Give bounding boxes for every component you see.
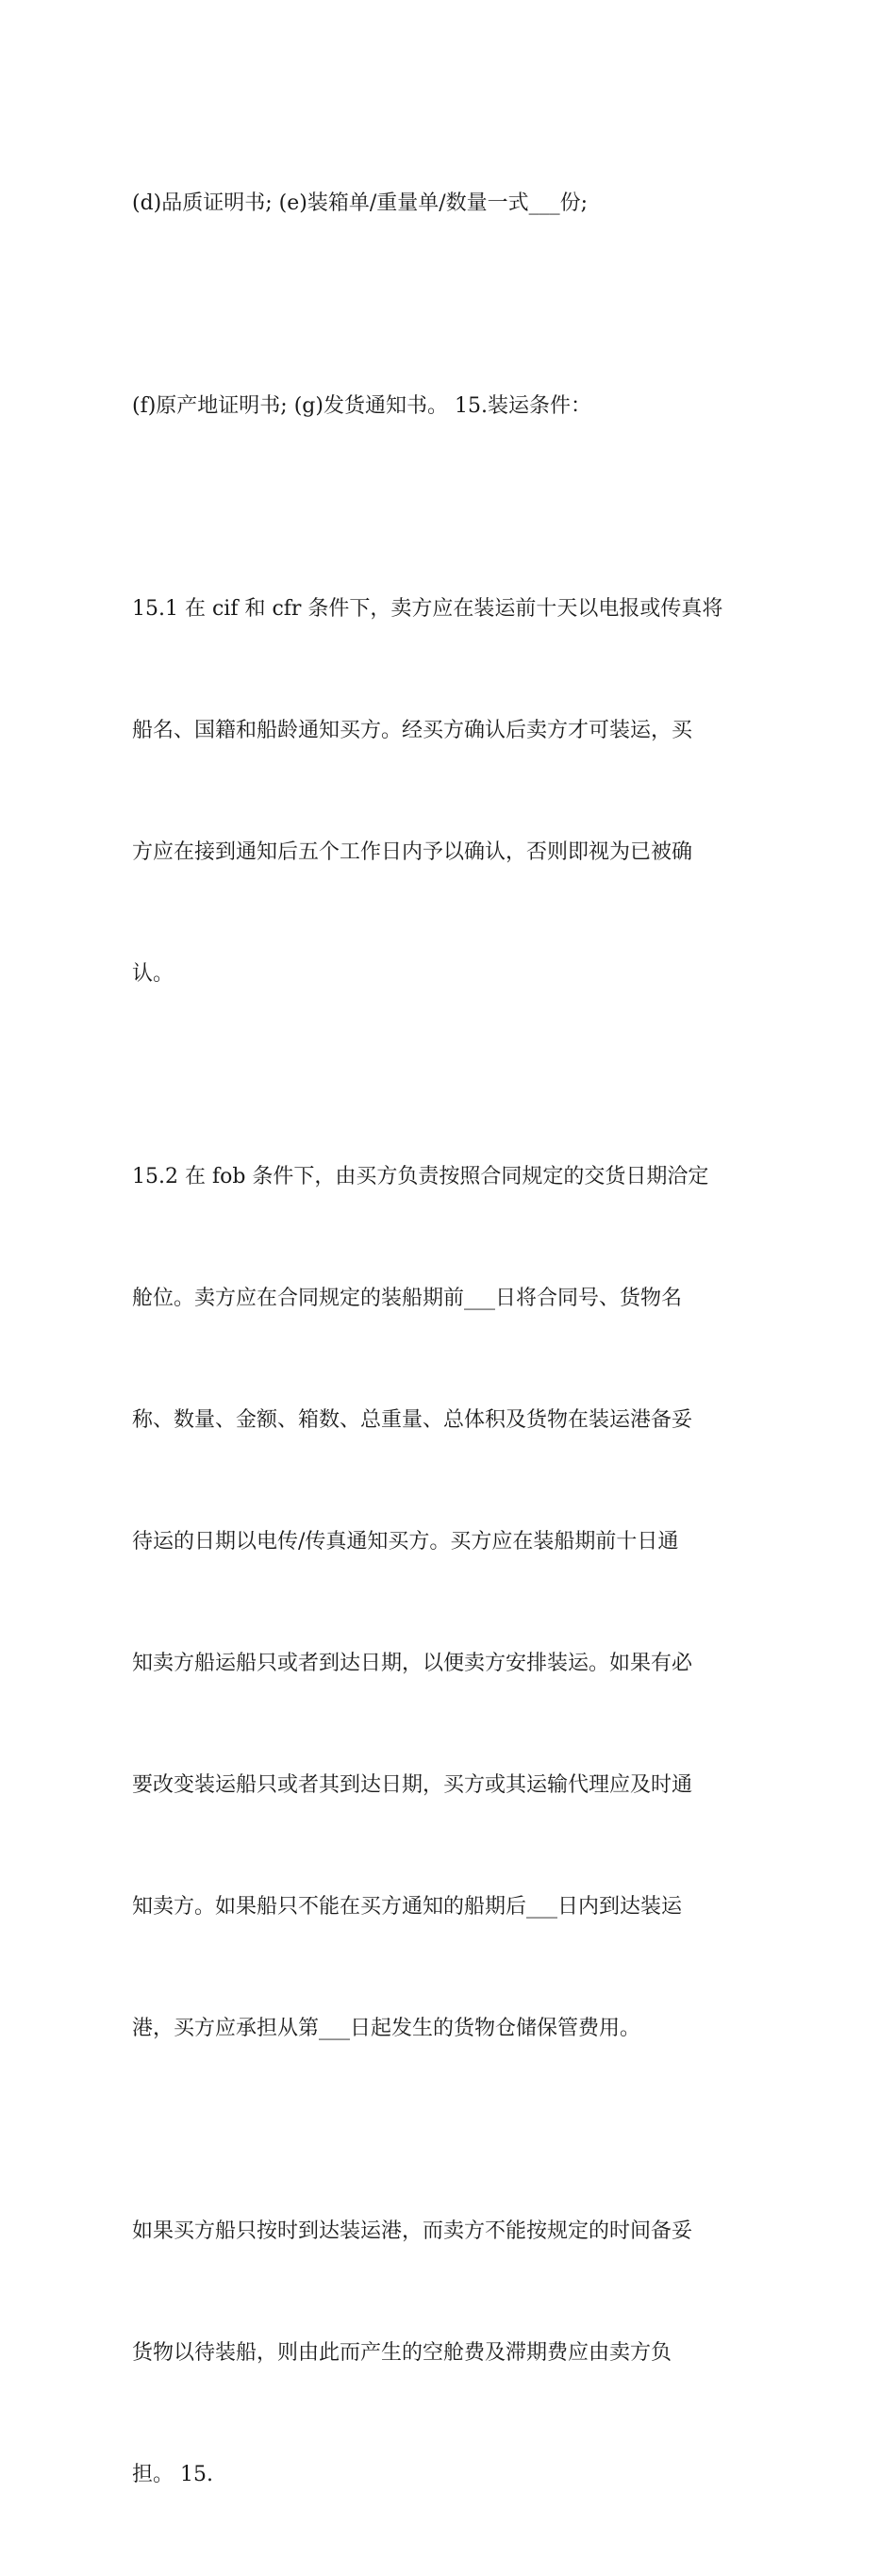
text-line: 舱位。卖方应在合同规定的装船期前___日将合同号、货物名 <box>132 1287 683 1310</box>
text-line: 方应在接到通知后五个工作日内予以确认，否则即视为已被确 <box>132 840 693 864</box>
text-line: 港，买方应承担从第___日起发生的货物仓储保管费用。 <box>132 2017 641 2040</box>
text-line: 知卖方。如果船只不能在买方通知的船期后___日内到达装运 <box>132 1895 683 1919</box>
text-line: 认。 <box>132 962 174 986</box>
text-line: 待运的日期以电传/传真通知买方。买方应在装船期前十日通 <box>132 1530 679 1554</box>
text-line: 知卖方船运船只或者到达日期，以便卖方安排装运。如果有必 <box>132 1652 693 1675</box>
text-line: (d)品质证明书; (e)装箱单/重量单/数量一式___份; <box>132 191 589 215</box>
paragraph-clause-15-2 <box>132 1075 773 2130</box>
text-line: 称、数量、金额、箱数、总重量、总体积及货物在装运港备妥 <box>132 1408 693 1432</box>
text-line: 货物以待装船，则由此而产生的空舱费及滞期费应由卖方负 <box>132 2341 672 2365</box>
text-line: 如果买方船只按时到达装运港，而卖方不能按规定的时间备妥 <box>132 2219 693 2243</box>
text-line: 要改变装运船只或者其到达日期，买方或其运输代理应及时通 <box>132 1773 693 1797</box>
text-line: (f)原产地证明书; (g)发货通知书。 15.装运条件： <box>132 394 591 418</box>
paragraph-demurrage <box>132 2130 773 2576</box>
text-line: 船名、国籍和船龄通知买方。经买方确认后卖方才可装运，买 <box>132 719 693 742</box>
paragraph-clause-15-1 <box>132 507 773 1075</box>
text-line: 担。 15. <box>132 2463 213 2486</box>
text-line: 15.1 在 cif 和 cfr 条件下，卖方应在装运前十天以电报或传真将 <box>132 597 723 621</box>
paragraph-documents-d-e <box>132 102 773 305</box>
paragraph-documents-f-g <box>132 305 773 507</box>
document-body <box>132 102 773 2576</box>
text-line: 15.2 在 fob 条件下，由买方负责按照合同规定的交货日期洽定 <box>132 1165 709 1188</box>
